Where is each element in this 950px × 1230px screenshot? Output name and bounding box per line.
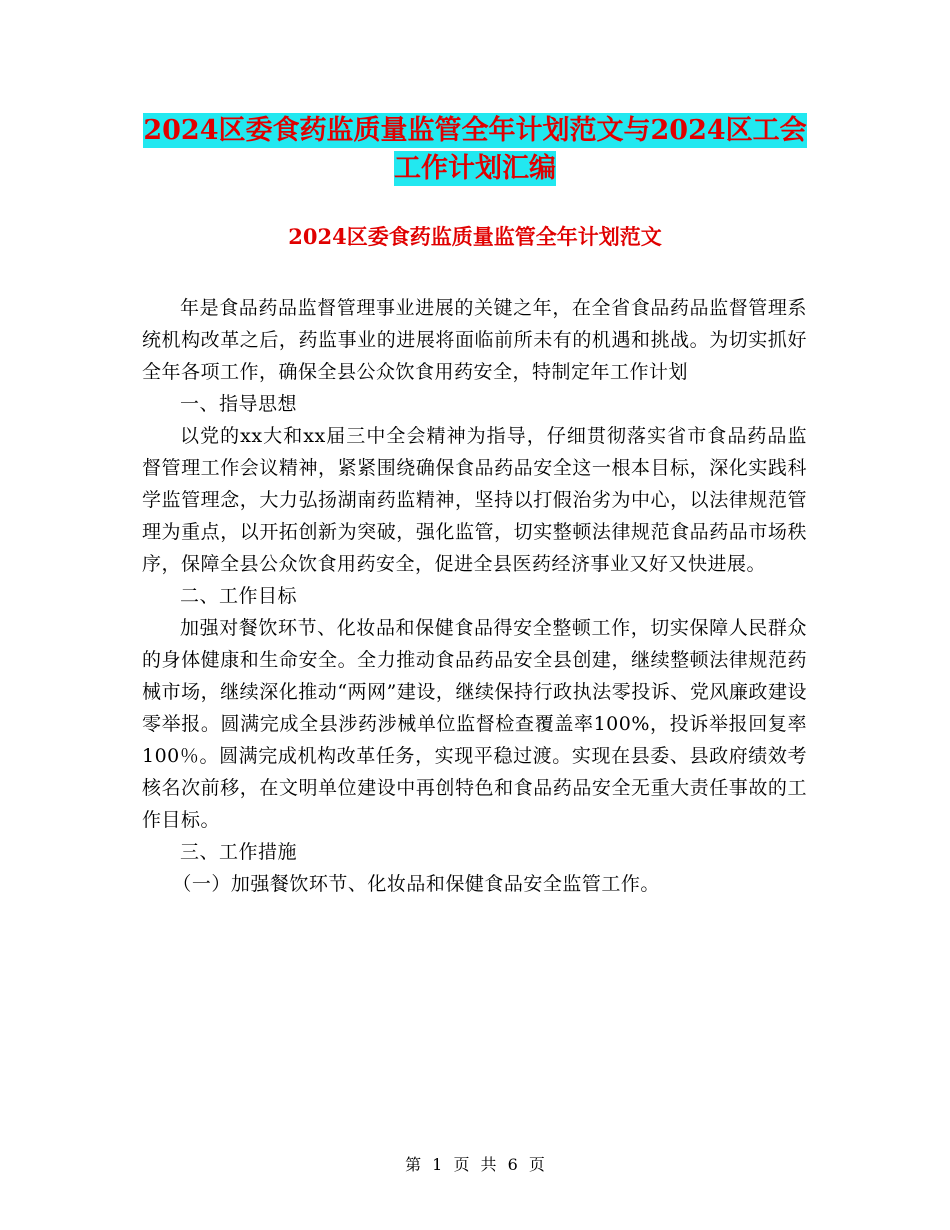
page-footer: 第 1 页 共 6 页 — [405, 1155, 545, 1174]
document-title-line1: 2024区委食药监质量监管全年计划范文与2024区工会 — [143, 115, 807, 146]
subheading-measure-1: （一）加强餐饮环节、化妆品和保健食品安全监管工作。 — [172, 873, 660, 895]
heading-work-measures: 三、工作措施 — [180, 841, 298, 863]
document-title-line2: 工作计划汇编 — [394, 153, 556, 184]
document-body — [142, 292, 807, 900]
paragraph-guiding-ideology: 以党的xx大和xx届三中全会精神为指导，仔细贯彻落实省市食品药品监督管理工作会议精神，紧紧围绕确保食品药品安全这一根本目标，深化实践科学监管理念，大力弘扬湖南药监精神，坚持以打假治劣为中心，以法律规范管理为重点，以开拓创新为突破，强化监管，切实整顿法律规范食品药品市场秩序，保障全县公众饮食用药安全，促进全县医药经济事业又好又快进展。 — [142, 425, 807, 575]
section-title: 2024区委食药监质量监管全年计划范文 — [288, 224, 662, 249]
document-title — [0, 112, 950, 188]
heading-guiding-ideology: 一、指导思想 — [180, 393, 298, 415]
paragraph-intro: 年是食品药品监督管理事业进展的关键之年，在全省食品药品监督管理系统机构改革之后，药监事业的进展将面临前所未有的机遇和挑战。为切实抓好全年各项工作，确保全县公众饮食用药安全，特制定年工作计划 — [142, 297, 807, 383]
paragraph-work-goals: 加强对餐饮环节、化妆品和保健食品得安全整顿工作，切实保障人民群众的身体健康和生命安全。全力推动食品药品安全县创建，继续整顿法律规范药械市场，继续深化推动“两网”建设，继续保持行政执法零投诉、党风廉政建设零举报。圆满完成全县涉药涉械单位监督检查覆盖率100%，投诉举报回复率100％。圆满完成机构改革任务，实现平稳过渡。实现在县委、县政府绩效考核名次前移，在文明单位建设中再创特色和食品药品安全无重大责任事故的工作目标。 — [142, 617, 807, 831]
heading-work-goals: 二、工作目标 — [180, 585, 298, 607]
